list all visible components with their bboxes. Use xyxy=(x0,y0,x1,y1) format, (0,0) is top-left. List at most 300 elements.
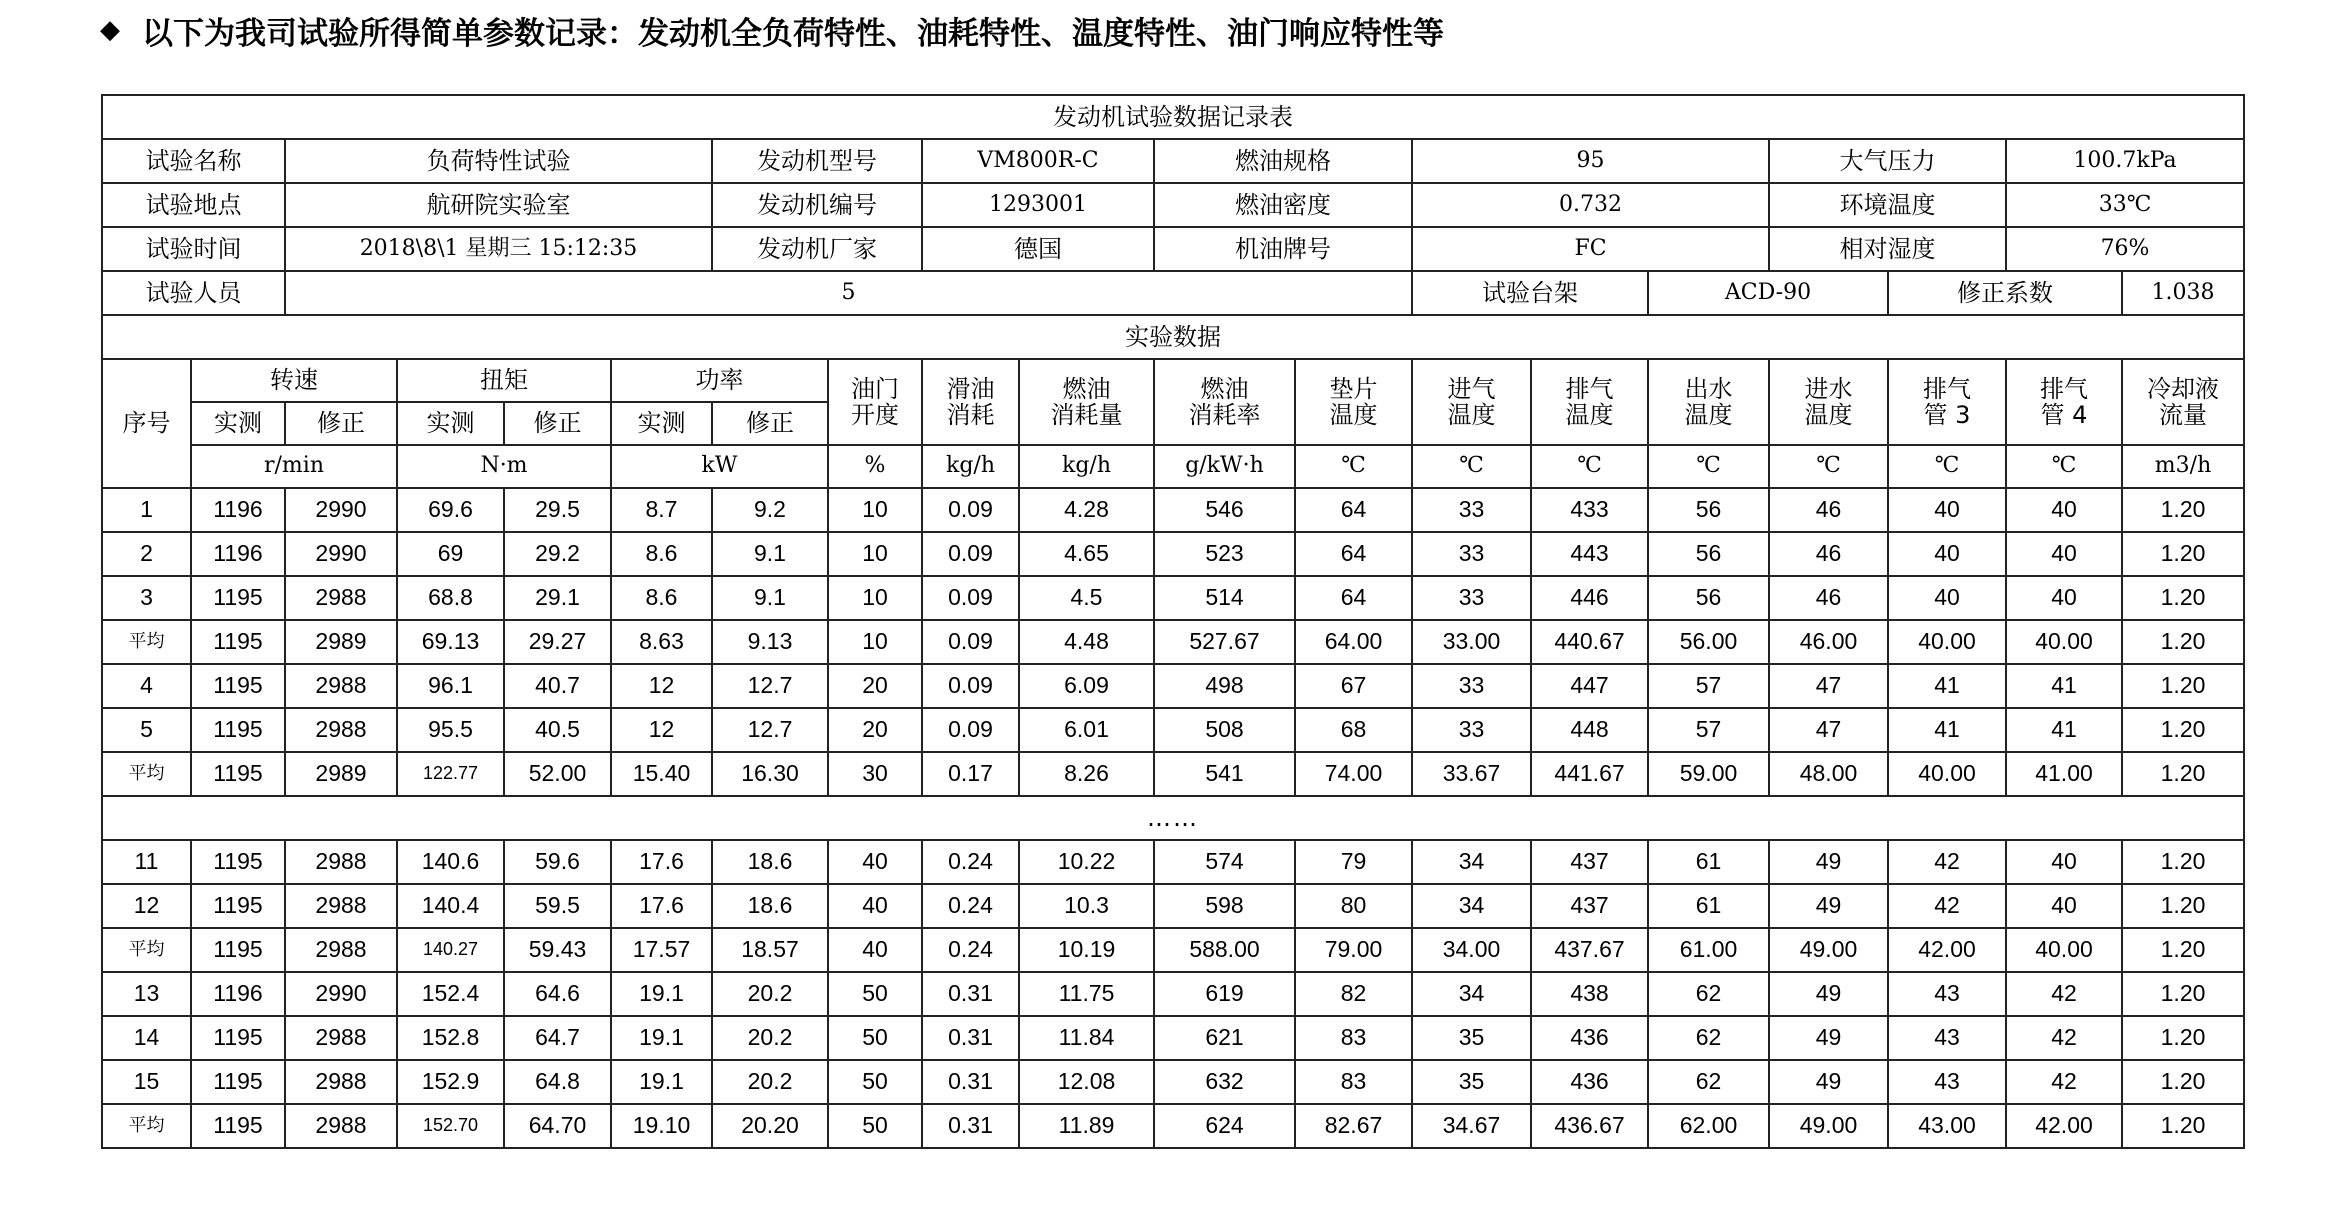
data-cell: 34 xyxy=(1412,884,1531,928)
data-cell: 437.67 xyxy=(1531,928,1648,972)
info-label: 发动机编号 xyxy=(712,183,922,227)
data-cell: 0.24 xyxy=(922,840,1019,884)
row-index: 4 xyxy=(102,664,191,708)
data-cell: 46 xyxy=(1769,488,1888,532)
data-cell: 1.20 xyxy=(2122,928,2244,972)
header-column: 排气 管 3 xyxy=(1888,359,2006,445)
header-column: 排气 管 4 xyxy=(2006,359,2122,445)
header-column: 出水 温度 xyxy=(1648,359,1769,445)
data-cell: 40 xyxy=(1888,576,2006,620)
info-label: 环境温度 xyxy=(1769,183,2006,227)
header-sub: 实测 xyxy=(611,402,712,445)
data-cell: 57 xyxy=(1648,664,1769,708)
data-cell: 1.20 xyxy=(2122,488,2244,532)
data-cell: 1.20 xyxy=(2122,576,2244,620)
data-cell: 6.01 xyxy=(1019,708,1154,752)
data-cell: 35 xyxy=(1412,1060,1531,1104)
info-value: 100.7kPa xyxy=(2006,139,2244,183)
data-cell: 47 xyxy=(1769,708,1888,752)
data-cell: 34.00 xyxy=(1412,928,1531,972)
info-value: 1293001 xyxy=(922,183,1154,227)
info-label: 试验地点 xyxy=(102,183,285,227)
data-cell: 95.5 xyxy=(397,708,504,752)
data-cell: 436 xyxy=(1531,1060,1648,1104)
data-cell: 1.20 xyxy=(2122,620,2244,664)
data-cell: 40 xyxy=(1888,488,2006,532)
data-cell: 1195 xyxy=(191,884,285,928)
data-cell: 56.00 xyxy=(1648,620,1769,664)
data-cell: 18.6 xyxy=(712,884,828,928)
data-cell: 1.20 xyxy=(2122,1060,2244,1104)
data-cell: 42 xyxy=(2006,1016,2122,1060)
data-cell: 140.27 xyxy=(397,928,504,972)
data-cell: 10.3 xyxy=(1019,884,1154,928)
data-cell: 20.2 xyxy=(712,1016,828,1060)
data-cell: 508 xyxy=(1154,708,1295,752)
data-cell: 41 xyxy=(2006,708,2122,752)
data-cell: 12.7 xyxy=(712,664,828,708)
data-cell: 437 xyxy=(1531,840,1648,884)
header-column: 油门 开度 xyxy=(828,359,922,445)
data-cell: 43 xyxy=(1888,972,2006,1016)
data-cell: 498 xyxy=(1154,664,1295,708)
data-cell: 2988 xyxy=(285,664,397,708)
header-column: 燃油 消耗量 xyxy=(1019,359,1154,445)
data-cell: 152.70 xyxy=(397,1104,504,1148)
header-column: 冷却液 流量 xyxy=(2122,359,2244,445)
info-value: 33℃ xyxy=(2006,183,2244,227)
unit-cell: ℃ xyxy=(2006,445,2122,488)
heading-text: 以下为我司试验所得简单参数记录：发动机全负荷特性、油耗特性、温度特性、油门响应特性等 xyxy=(142,15,1444,52)
data-cell: 0.09 xyxy=(922,488,1019,532)
data-cell: 1195 xyxy=(191,664,285,708)
data-cell: 447 xyxy=(1531,664,1648,708)
info-value: 负荷特性试验 xyxy=(285,139,712,183)
data-cell: 1196 xyxy=(191,532,285,576)
data-cell: 40.00 xyxy=(1888,752,2006,796)
data-cell: 0.31 xyxy=(922,1104,1019,1148)
data-cell: 632 xyxy=(1154,1060,1295,1104)
data-cell: 40.00 xyxy=(1888,620,2006,664)
data-cell: 33 xyxy=(1412,576,1531,620)
data-cell: 440.67 xyxy=(1531,620,1648,664)
data-cell: 10 xyxy=(828,620,922,664)
data-cell: 40 xyxy=(828,884,922,928)
data-cell: 2988 xyxy=(285,1016,397,1060)
data-cell: 1.20 xyxy=(2122,1016,2244,1060)
unit-cell: N·m xyxy=(397,445,611,488)
data-cell: 10 xyxy=(828,532,922,576)
row-index: 13 xyxy=(102,972,191,1016)
data-cell: 12 xyxy=(611,708,712,752)
data-cell: 16.30 xyxy=(712,752,828,796)
data-cell: 152.4 xyxy=(397,972,504,1016)
data-cell: 49.00 xyxy=(1769,1104,1888,1148)
unit-cell: g/kW·h xyxy=(1154,445,1295,488)
data-cell: 48.00 xyxy=(1769,752,1888,796)
data-cell: 541 xyxy=(1154,752,1295,796)
data-cell: 0.09 xyxy=(922,532,1019,576)
data-cell: 1195 xyxy=(191,708,285,752)
data-cell: 33 xyxy=(1412,532,1531,576)
data-cell: 96.1 xyxy=(397,664,504,708)
data-cell: 0.09 xyxy=(922,708,1019,752)
info-value: 76% xyxy=(2006,227,2244,271)
header-column: 进水 温度 xyxy=(1769,359,1888,445)
data-cell: 0.24 xyxy=(922,928,1019,972)
data-cell: 42 xyxy=(1888,884,2006,928)
data-cell: 56 xyxy=(1648,532,1769,576)
data-cell: 61.00 xyxy=(1648,928,1769,972)
data-cell: 20 xyxy=(828,708,922,752)
data-cell: 56 xyxy=(1648,488,1769,532)
data-cell: 598 xyxy=(1154,884,1295,928)
data-cell: 40 xyxy=(828,928,922,972)
data-cell: 35 xyxy=(1412,1016,1531,1060)
unit-cell: ℃ xyxy=(1531,445,1648,488)
unit-cell: kW xyxy=(611,445,828,488)
data-cell: 40.00 xyxy=(2006,928,2122,972)
data-cell: 12 xyxy=(611,664,712,708)
unit-cell: % xyxy=(828,445,922,488)
data-cell: 62 xyxy=(1648,1016,1769,1060)
unit-cell: ℃ xyxy=(1412,445,1531,488)
data-cell: 46.00 xyxy=(1769,620,1888,664)
data-cell: 12.7 xyxy=(712,708,828,752)
unit-cell: ℃ xyxy=(1648,445,1769,488)
data-cell: 1.20 xyxy=(2122,884,2244,928)
data-cell: 43.00 xyxy=(1888,1104,2006,1148)
data-cell: 20.2 xyxy=(712,972,828,1016)
row-index: 平均 xyxy=(102,752,191,796)
data-cell: 2990 xyxy=(285,532,397,576)
data-cell: 18.57 xyxy=(712,928,828,972)
data-cell: 82.67 xyxy=(1295,1104,1412,1148)
data-cell: 1195 xyxy=(191,1016,285,1060)
header-sub: 修正 xyxy=(504,402,611,445)
row-index: 1 xyxy=(102,488,191,532)
data-cell: 41 xyxy=(2006,664,2122,708)
data-cell: 49 xyxy=(1769,840,1888,884)
info-label: 试验台架 xyxy=(1412,271,1648,315)
data-cell: 436.67 xyxy=(1531,1104,1648,1148)
data-cell: 40.5 xyxy=(504,708,611,752)
unit-cell: ℃ xyxy=(1769,445,1888,488)
data-cell: 79.00 xyxy=(1295,928,1412,972)
data-cell: 140.4 xyxy=(397,884,504,928)
data-cell: 19.10 xyxy=(611,1104,712,1148)
info-value: 1.038 xyxy=(2122,271,2244,315)
data-cell: 40 xyxy=(2006,840,2122,884)
data-cell: 4.28 xyxy=(1019,488,1154,532)
unit-cell: ℃ xyxy=(1888,445,2006,488)
data-cell: 1195 xyxy=(191,752,285,796)
data-cell: 8.6 xyxy=(611,532,712,576)
data-cell: 56 xyxy=(1648,576,1769,620)
data-cell: 11.89 xyxy=(1019,1104,1154,1148)
data-cell: 1196 xyxy=(191,488,285,532)
info-label: 燃油规格 xyxy=(1154,139,1412,183)
data-cell: 50 xyxy=(828,1016,922,1060)
data-cell: 67 xyxy=(1295,664,1412,708)
info-value: 5 xyxy=(285,271,1412,315)
data-cell: 62 xyxy=(1648,972,1769,1016)
row-index: 2 xyxy=(102,532,191,576)
data-cell: 11.75 xyxy=(1019,972,1154,1016)
data-cell: 20.2 xyxy=(712,1060,828,1104)
data-cell: 1195 xyxy=(191,840,285,884)
data-cell: 57 xyxy=(1648,708,1769,752)
header-group: 扭矩 xyxy=(397,359,611,402)
data-cell: 82 xyxy=(1295,972,1412,1016)
data-cell: 4.5 xyxy=(1019,576,1154,620)
row-index: 15 xyxy=(102,1060,191,1104)
info-label: 燃油密度 xyxy=(1154,183,1412,227)
data-cell: 40 xyxy=(2006,576,2122,620)
diamond-bullet-icon: ◆ xyxy=(100,15,120,45)
data-cell: 64 xyxy=(1295,488,1412,532)
data-cell: 59.5 xyxy=(504,884,611,928)
data-cell: 2990 xyxy=(285,488,397,532)
header-column: 滑油 消耗 xyxy=(922,359,1019,445)
header-column: 排气 温度 xyxy=(1531,359,1648,445)
data-cell: 34.67 xyxy=(1412,1104,1531,1148)
row-index: 12 xyxy=(102,884,191,928)
header-group: 功率 xyxy=(611,359,828,402)
data-cell: 40 xyxy=(1888,532,2006,576)
data-cell: 80 xyxy=(1295,884,1412,928)
info-value: ACD-90 xyxy=(1648,271,1888,315)
data-cell: 514 xyxy=(1154,576,1295,620)
row-index: 平均 xyxy=(102,1104,191,1148)
data-cell: 2989 xyxy=(285,752,397,796)
data-cell: 17.57 xyxy=(611,928,712,972)
data-cell: 47 xyxy=(1769,664,1888,708)
data-cell: 0.31 xyxy=(922,972,1019,1016)
data-cell: 33 xyxy=(1412,488,1531,532)
data-cell: 19.1 xyxy=(611,1016,712,1060)
info-label: 相对湿度 xyxy=(1769,227,2006,271)
info-label: 机油牌号 xyxy=(1154,227,1412,271)
data-cell: 1.20 xyxy=(2122,664,2244,708)
data-cell: 2990 xyxy=(285,972,397,1016)
data-cell: 588.00 xyxy=(1154,928,1295,972)
data-cell: 12.08 xyxy=(1019,1060,1154,1104)
data-cell: 2988 xyxy=(285,1060,397,1104)
row-index: 平均 xyxy=(102,928,191,972)
data-cell: 8.63 xyxy=(611,620,712,664)
data-cell: 1195 xyxy=(191,620,285,664)
data-cell: 62 xyxy=(1648,1060,1769,1104)
data-cell: 619 xyxy=(1154,972,1295,1016)
data-cell: 33 xyxy=(1412,664,1531,708)
data-cell: 43 xyxy=(1888,1016,2006,1060)
info-label: 试验人员 xyxy=(102,271,285,315)
data-cell: 8.26 xyxy=(1019,752,1154,796)
data-cell: 2988 xyxy=(285,576,397,620)
data-cell: 10 xyxy=(828,576,922,620)
data-cell: 438 xyxy=(1531,972,1648,1016)
data-cell: 33 xyxy=(1412,708,1531,752)
data-cell: 50 xyxy=(828,972,922,1016)
data-cell: 49 xyxy=(1769,884,1888,928)
info-value: 2018\8\1 星期三 15:12:35 xyxy=(285,227,712,271)
data-cell: 1195 xyxy=(191,1104,285,1148)
data-cell: 9.1 xyxy=(712,532,828,576)
data-cell: 443 xyxy=(1531,532,1648,576)
data-cell: 4.65 xyxy=(1019,532,1154,576)
row-index: 11 xyxy=(102,840,191,884)
info-value: VM800R-C xyxy=(922,139,1154,183)
ellipsis-row: …… xyxy=(102,796,2244,840)
data-cell: 441.67 xyxy=(1531,752,1648,796)
row-index: 平均 xyxy=(102,620,191,664)
data-cell: 1196 xyxy=(191,972,285,1016)
row-index: 3 xyxy=(102,576,191,620)
data-cell: 0.31 xyxy=(922,1016,1019,1060)
data-cell: 1.20 xyxy=(2122,708,2244,752)
data-cell: 40 xyxy=(2006,488,2122,532)
data-cell: 0.09 xyxy=(922,664,1019,708)
data-cell: 1.20 xyxy=(2122,840,2244,884)
info-label: 发动机厂家 xyxy=(712,227,922,271)
data-cell: 6.09 xyxy=(1019,664,1154,708)
data-cell: 2988 xyxy=(285,1104,397,1148)
row-index: 5 xyxy=(102,708,191,752)
data-cell: 68.8 xyxy=(397,576,504,620)
data-cell: 433 xyxy=(1531,488,1648,532)
data-cell: 8.7 xyxy=(611,488,712,532)
data-cell: 122.77 xyxy=(397,752,504,796)
data-cell: 79 xyxy=(1295,840,1412,884)
data-cell: 17.6 xyxy=(611,884,712,928)
data-cell: 41 xyxy=(1888,708,2006,752)
data-cell: 49 xyxy=(1769,972,1888,1016)
data-cell: 42.00 xyxy=(2006,1104,2122,1148)
data-cell: 59.43 xyxy=(504,928,611,972)
data-cell: 34 xyxy=(1412,972,1531,1016)
data-cell: 61 xyxy=(1648,884,1769,928)
info-label: 大气压力 xyxy=(1769,139,2006,183)
data-cell: 49.00 xyxy=(1769,928,1888,972)
data-cell: 62.00 xyxy=(1648,1104,1769,1148)
data-cell: 624 xyxy=(1154,1104,1295,1148)
data-cell: 41.00 xyxy=(2006,752,2122,796)
data-cell: 152.8 xyxy=(397,1016,504,1060)
data-cell: 33.00 xyxy=(1412,620,1531,664)
header-sub: 修正 xyxy=(712,402,828,445)
data-cell: 9.13 xyxy=(712,620,828,664)
data-cell: 40.7 xyxy=(504,664,611,708)
unit-cell: kg/h xyxy=(1019,445,1154,488)
data-cell: 69 xyxy=(397,532,504,576)
data-cell: 50 xyxy=(828,1104,922,1148)
data-cell: 64 xyxy=(1295,576,1412,620)
data-cell: 1195 xyxy=(191,1060,285,1104)
data-cell: 621 xyxy=(1154,1016,1295,1060)
header-sub: 实测 xyxy=(397,402,504,445)
header-column: 进气 温度 xyxy=(1412,359,1531,445)
info-label: 修正系数 xyxy=(1888,271,2122,315)
info-label: 试验名称 xyxy=(102,139,285,183)
info-label: 发动机型号 xyxy=(712,139,922,183)
unit-cell: kg/h xyxy=(922,445,1019,488)
data-cell: 9.2 xyxy=(712,488,828,532)
data-cell: 30 xyxy=(828,752,922,796)
data-cell: 523 xyxy=(1154,532,1295,576)
data-cell: 29.27 xyxy=(504,620,611,664)
data-cell: 17.6 xyxy=(611,840,712,884)
data-cell: 29.5 xyxy=(504,488,611,532)
data-cell: 83 xyxy=(1295,1060,1412,1104)
data-cell: 42 xyxy=(2006,1060,2122,1104)
data-cell: 64.70 xyxy=(504,1104,611,1148)
data-cell: 546 xyxy=(1154,488,1295,532)
data-cell: 10 xyxy=(828,488,922,532)
data-cell: 42 xyxy=(2006,972,2122,1016)
data-cell: 29.1 xyxy=(504,576,611,620)
data-cell: 18.6 xyxy=(712,840,828,884)
data-cell: 46 xyxy=(1769,576,1888,620)
data-cell: 64.00 xyxy=(1295,620,1412,664)
info-value: 航研院实验室 xyxy=(285,183,712,227)
page-heading xyxy=(100,6,1444,54)
data-cell: 9.1 xyxy=(712,576,828,620)
data-cell: 2988 xyxy=(285,840,397,884)
info-value: 95 xyxy=(1412,139,1769,183)
info-label: 试验时间 xyxy=(102,227,285,271)
data-cell: 152.9 xyxy=(397,1060,504,1104)
data-cell: 527.67 xyxy=(1154,620,1295,664)
unit-cell: m3/h xyxy=(2122,445,2244,488)
data-cell: 49 xyxy=(1769,1016,1888,1060)
data-cell: 10.19 xyxy=(1019,928,1154,972)
data-cell: 0.09 xyxy=(922,576,1019,620)
info-value: 0.732 xyxy=(1412,183,1769,227)
data-cell: 2989 xyxy=(285,620,397,664)
info-value: FC xyxy=(1412,227,1769,271)
data-cell: 19.1 xyxy=(611,972,712,1016)
data-cell: 69.13 xyxy=(397,620,504,664)
data-cell: 2988 xyxy=(285,708,397,752)
unit-cell: ℃ xyxy=(1295,445,1412,488)
data-cell: 42 xyxy=(1888,840,2006,884)
data-cell: 59.6 xyxy=(504,840,611,884)
data-cell: 574 xyxy=(1154,840,1295,884)
data-cell: 437 xyxy=(1531,884,1648,928)
data-cell: 19.1 xyxy=(611,1060,712,1104)
info-value: 德国 xyxy=(922,227,1154,271)
data-cell: 34 xyxy=(1412,840,1531,884)
data-cell: 1.20 xyxy=(2122,972,2244,1016)
data-cell: 140.6 xyxy=(397,840,504,884)
header-column: 垫片 温度 xyxy=(1295,359,1412,445)
section-title: 实验数据 xyxy=(102,315,2244,359)
header-sub: 实测 xyxy=(191,402,285,445)
data-cell: 69.6 xyxy=(397,488,504,532)
data-cell: 15.40 xyxy=(611,752,712,796)
data-cell: 20.20 xyxy=(712,1104,828,1148)
data-cell: 33.67 xyxy=(1412,752,1531,796)
data-cell: 61 xyxy=(1648,840,1769,884)
data-cell: 0.24 xyxy=(922,884,1019,928)
data-cell: 50 xyxy=(828,1060,922,1104)
data-cell: 43 xyxy=(1888,1060,2006,1104)
data-cell: 59.00 xyxy=(1648,752,1769,796)
data-cell: 0.31 xyxy=(922,1060,1019,1104)
data-cell: 1.20 xyxy=(2122,532,2244,576)
data-cell: 29.2 xyxy=(504,532,611,576)
